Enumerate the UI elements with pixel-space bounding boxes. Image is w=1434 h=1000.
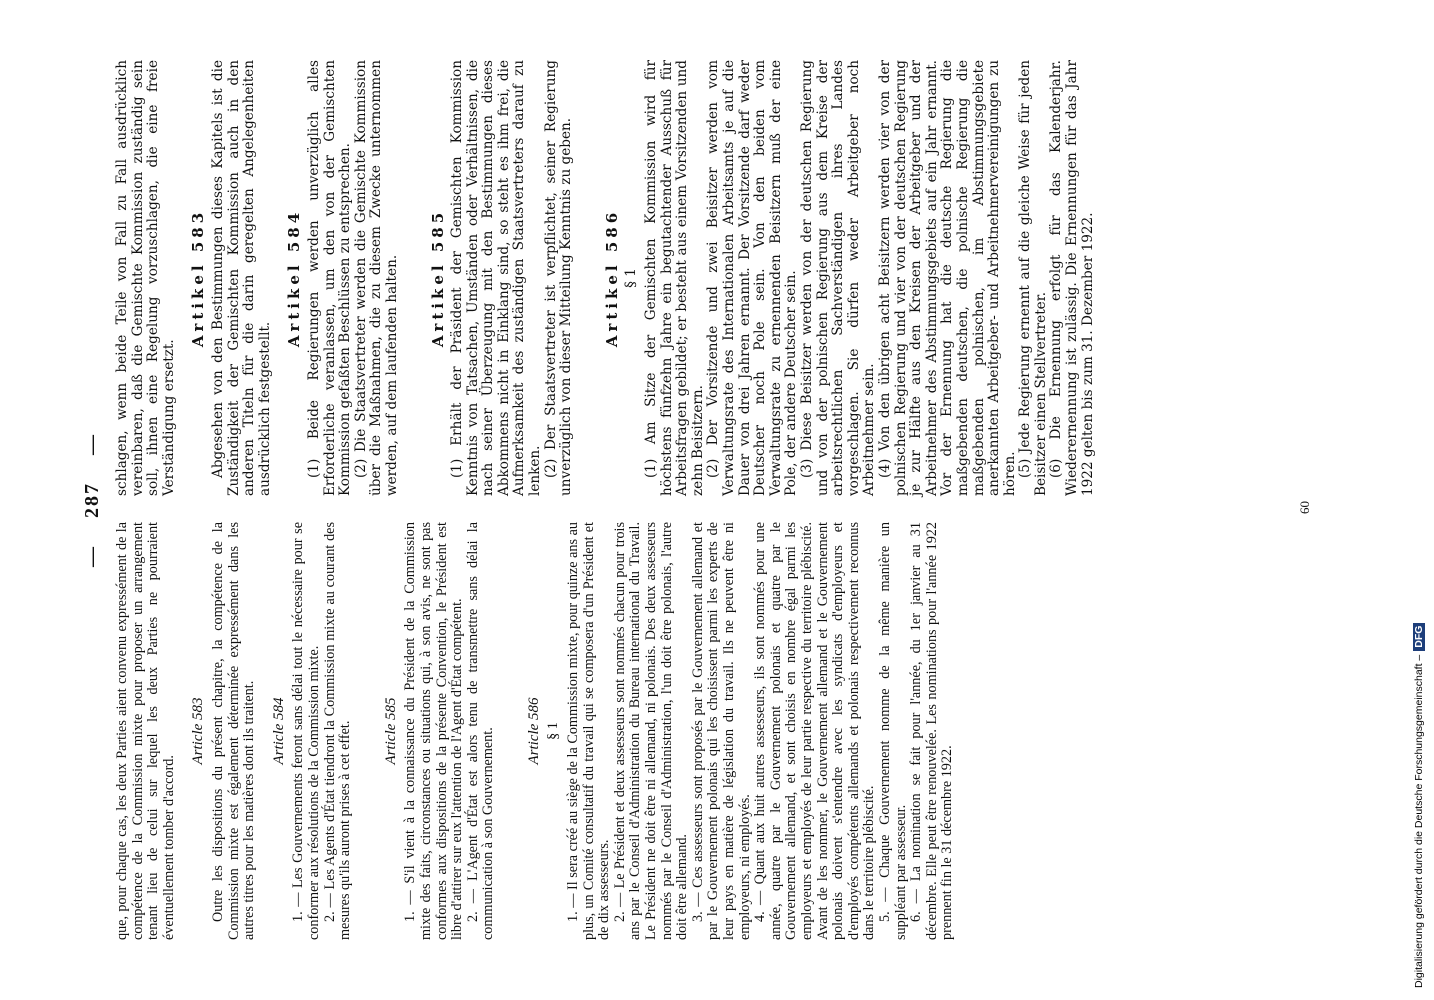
paragraph: (6) Die Ernennung erfolgt für das Kalenderjahr. Wiederernennung ist zulässig. Die Ernennungen für das Jahr 1922 gelten bis zum 31. Dezember 1922. bbox=[1048, 60, 1096, 496]
section-mark: § 1 bbox=[623, 268, 640, 288]
article-heading: Artikel 583 bbox=[189, 208, 208, 348]
article-heading: Article 584 bbox=[270, 697, 287, 765]
funding-credit bbox=[1413, 8, 1431, 988]
paragraph: 1. — Les Gouvernements feront sans délai tout le nécessaire pour se conformer aux résolutions de la Commission mixte. bbox=[290, 522, 322, 940]
german-column bbox=[115, 60, 1355, 496]
paragraph: schlagen, wenn beide Teile von Fall zu Fall ausdrücklich vereinbaren, daß die Gemischte Kommission zuständig sein soll, ihnen eine Regelung vorzuschlagen, die eine freie Verständigung ersetzt. bbox=[114, 60, 177, 496]
paragraph: 5. — Chaque Gouvernement nomme de la même manière un suppléant par assesseur. bbox=[876, 522, 909, 940]
paragraph: que, pour chaque cas, les deux Parties aient convenu expressément de la compétence de la Commission mixte pour proposer un arrangement tenant lieu de celui sur lequel les deux Parties ne pourraient éventuellement tomber d'accord. bbox=[114, 522, 177, 940]
paragraph: (5) Jede Regierung ernennt auf die gleiche Weise für jeden Beisitzer einen Stellvertreter. bbox=[1017, 60, 1049, 496]
dfg-logo: DFG bbox=[1413, 623, 1425, 651]
french-column bbox=[115, 522, 1355, 940]
paragraph: (4) Von den übrigen acht Beisitzern werden vier von der polnischen Regierung und vier von der deutschen Regierung je zur Hälfte aus den Kreisen der Arbeitgeber und der Arbeitnehmer des Abstimmungsgebiets auf ein Jahr ernannt. Vor der Ernennung hat die deutsche Regierung die maßgebenden deutschen, die polnische Regierung die maßgebenden polnischen, im Abstimmungsgebiete anerkannten Arbeitgeber- und Arbeitnehmervereinigungen zu hören. bbox=[876, 60, 1018, 496]
article-heading: Article 586 bbox=[525, 697, 542, 765]
article-heading: Artikel 584 bbox=[285, 208, 304, 348]
paragraph: 2. — Le Président et deux assesseurs sont nommés chacun pour trois ans par le Conseil d'Administration du Bureau international du Travail. Le Président ne doit être ni allemand, ni polonais. Des deux assesseurs nommés par le Conseil d'Administration, l'un doit être polonais, l'autre doit être allemand. bbox=[611, 522, 691, 940]
paragraph: 4. — Quant aux huit autres assesseurs, ils sont nommés pour une année, quatre par le Gouvernement polonais et quatre par le Gouvernement allemand, et sont choisis en nombre égal parmi les employeurs et employés de leur partie respective du territoire plébiscité. Avant de les nommer, le Gouvernement allemand et le Gouvernement polonais doivent s'entendre avec les syndicats d'employeurs et d'employés compétents allemands et polonais respectivement reconnus dans le territoire plébiscité. bbox=[752, 522, 878, 940]
paragraph: Abgesehen von den Bestimmungen dieses Kapitels ist die Zuständigkeit der Gemischten Kommission auch in den anderen Titeln für die darin geregelten Angelegenheiten ausdrücklich festgestellt. bbox=[209, 60, 273, 496]
document-page bbox=[67, 50, 1367, 950]
article-heading: Article 585 bbox=[382, 697, 399, 765]
paragraph: (2) Der Vorsitzende und zwei Beisitzer werden vom Verwaltungsrate des Internationalen Arbeitsamts je auf die Dauer von drei Jahren ernannt. Der Vorsitzende darf weder Deutscher noch Pole sein. Von den beiden vom Verwaltungsrate zu ernennenden Beisitzern muß der eine Pole, der andere Deutscher sein. bbox=[705, 60, 800, 496]
article-heading: Artikel 586 bbox=[602, 208, 621, 348]
paragraph: 3. — Ces assesseurs sont proposés par le Gouvernement allemand et par le Gouvernement polonais qui les choisissent parmi les experts de leur pays en matière de législation du travail. Ils ne peuvent être ni employeurs, ni employés. bbox=[689, 522, 753, 940]
sheet-number: 60 bbox=[1297, 501, 1312, 514]
paragraph: (3) Diese Beisitzer werden von der deutschen Regierung und von der polnischen Regierung aus dem Kreise der arbeitsrechtlichen Sachverständigen ihres Landes vorgeschlagen. Sie dürfen weder Arbeitgeber noch Arbeitnehmer sein. bbox=[798, 60, 878, 496]
header-dash-right: — bbox=[81, 433, 103, 455]
paragraph: 6. — La nomination se fait pour l'année, du 1er janvier au 31 décembre. Elle peut être renouvelée. Les nominations pour l'année 1922 prennent fin le 31 décembre 1922. bbox=[908, 522, 956, 940]
paragraph: (1) Erhält der Präsident der Gemischten Kommission Kenntnis von Tatsachen, Umständen oder Verhältnissen, die nach seiner Überzeugung mit den Bestimmungen dieses Abkommens nicht in Einklang sind, so steht es ihm frei, die Aufmerksamkeit des zuständigen Staatsvertreters darauf zu lenken. bbox=[449, 60, 544, 496]
paragraph: (1) Am Sitze der Gemischten Kommission wird für höchstens fünfzehn Jahre ein begutachtender Ausschuß für Arbeitsfragen gebildet; er besteht aus einem Vorsitzenden und zehn Beisitzern. bbox=[643, 60, 706, 496]
paragraph: (2) Der Staatsvertreter ist verpflichtet, seiner Regierung unverzüglich von dieser Mitteilung Kenntnis zu geben. bbox=[542, 60, 575, 496]
section-mark: § 1 bbox=[545, 722, 562, 740]
funding-credit-text: Digitalisierung gefördert durch die Deutsche Forschungsgemeinschaft – bbox=[1413, 654, 1425, 988]
funding-sidebar bbox=[1413, 8, 1433, 992]
header-dash-left: — bbox=[81, 545, 103, 567]
paragraph: 1. — Il sera créé au siège de la Commission mixte, pour quinze ans au plus, un Comité consultatif du travail qui se composera d'un Président et de dix assesseurs. bbox=[565, 522, 613, 940]
page-header bbox=[81, 50, 109, 950]
paragraph: (1) Beide Regierungen werden unverzüglich alles Erforderliche veranlassen, um den von der Gemischten Kommission gefaßten Beschlüssen zu entsprechen. bbox=[305, 60, 354, 496]
paragraph: Outre les dispositions du présent chapitre, la compétence de la Commission mixte est également déterminée expressément dans les autres titres pour les matières dont ils traitent. bbox=[209, 522, 258, 940]
paragraph: (2) Die Staatsvertreter werden die Gemischte Kommission über die Maßnahmen, die zu diesem Zwecke unternommen werden, auf dem laufenden halten. bbox=[352, 60, 400, 496]
page-number: 287 bbox=[81, 482, 103, 518]
paragraph: 2. — Les Agents d'État tiendront la Commission mixte au courant des mesures qu'ils auront prises à cet effet. bbox=[321, 522, 354, 940]
article-heading: Artikel 585 bbox=[428, 208, 447, 348]
article-heading: Article 583 bbox=[190, 697, 207, 765]
paragraph: 2. — L'Agent d'État est alors tenu de transmettre sans délai la communication à son Gouvernement. bbox=[464, 522, 497, 940]
paragraph: 1. — S'il vient à la connaissance du Président de la Commission mixte des faits, circonstances ou situations qui, à son avis, ne sont pas conformes aux dispositions de la présente Convention, le Président est libre d'attirer sur eux l'attention de l'Agent d'État compétent. bbox=[402, 522, 466, 940]
